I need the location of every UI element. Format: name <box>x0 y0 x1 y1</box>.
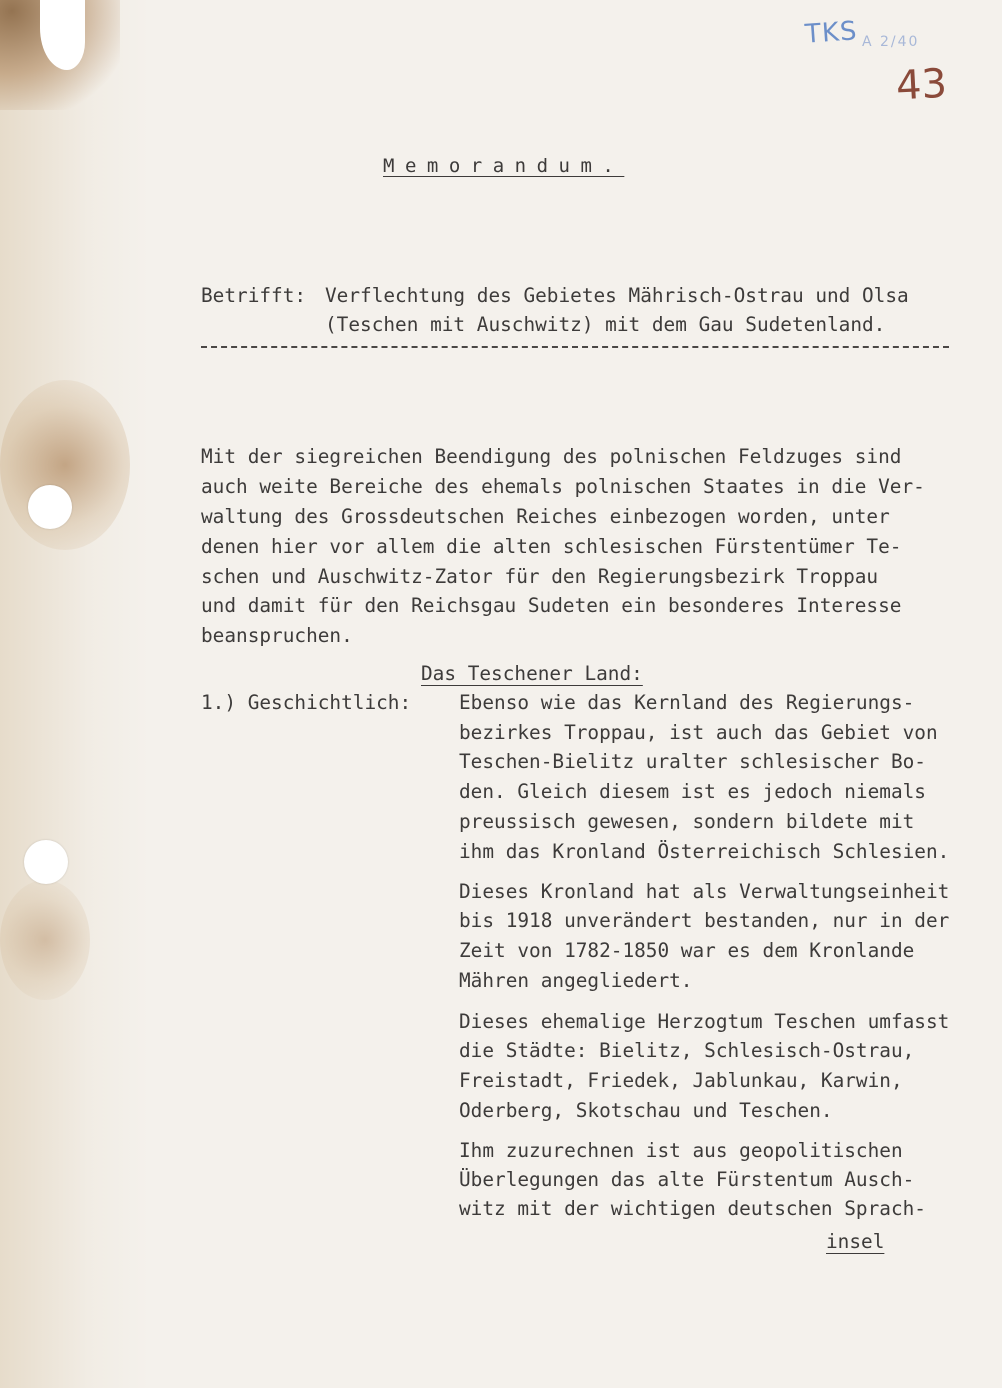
body-line: die Städte: Bielitz, Schlesisch-Ostrau, <box>459 1039 915 1062</box>
stain-blot <box>0 380 130 550</box>
body-line: witz mit der wichtigen deutschen Sprach- <box>459 1197 926 1220</box>
body-line: preussisch gewesen, sondern bildete mit <box>459 810 915 833</box>
subject-label: Betrifft: <box>201 284 307 307</box>
subject-line: Verflechtung des Gebietes Mährisch-Ostrau und Olsa <box>325 284 909 307</box>
body-line: den. Gleich diesem ist es jedoch niemals <box>459 780 926 803</box>
body-line: Teschen-Bielitz uralter schlesischer Bo- <box>459 750 926 773</box>
punch-hole <box>28 485 72 529</box>
subject-divider <box>201 346 949 348</box>
punch-hole <box>24 840 68 884</box>
body-line: Ihm zuzurechnen ist aus geopolitischen <box>459 1139 903 1162</box>
intro-line: und damit für den Reichsgau Sudeten ein besonderes Interesse <box>201 594 902 617</box>
intro-line: schen und Auschwitz-Zator für den Regierungsbezirk Troppau <box>201 565 879 588</box>
body-line: bis 1918 unverändert bestanden, nur in der <box>459 909 950 932</box>
body-line: Dieses ehemalige Herzogtum Teschen umfasst <box>459 1010 950 1033</box>
body-line: Zeit von 1782-1850 war es dem Kronlande <box>459 939 915 962</box>
catchword: insel <box>826 1230 885 1253</box>
intro-line: waltung des Grossdeutschen Reiches einbezogen worden, unter <box>201 505 890 528</box>
folio-number: 43 <box>894 60 949 110</box>
body-line: Überlegungen das alte Fürstentum Ausch- <box>459 1168 915 1191</box>
age-stain <box>0 0 150 1388</box>
archive-stamp: TKS <box>804 16 859 50</box>
intro-line: beanspruchen. <box>201 624 353 647</box>
body-line: Mähren angegliedert. <box>459 969 693 992</box>
body-line: Dieses Kronland hat als Verwaltungseinheit <box>459 880 950 903</box>
section-label: 1.) Geschichtlich: <box>201 691 412 714</box>
section-heading: Das Teschener Land: <box>421 662 643 685</box>
page-title: Memorandum. <box>383 155 625 177</box>
body-line: Ebenso wie das Kernland des Regierungs- <box>459 691 915 714</box>
archive-stamp-number: A 2/40 <box>862 34 920 50</box>
stain-blot <box>0 880 90 1000</box>
subject-line: (Teschen mit Auschwitz) mit dem Gau Sudetenland. <box>325 313 886 336</box>
body-line: Freistadt, Friedek, Jablunkau, Karwin, <box>459 1069 903 1092</box>
body-line: Oderberg, Skotschau und Teschen. <box>459 1099 833 1122</box>
intro-line: auch weite Bereiche des ehemals polnischen Staates in die Ver- <box>201 475 925 498</box>
intro-line: Mit der siegreichen Beendigung des polnischen Feldzuges sind <box>201 445 902 468</box>
body-line: bezirkes Troppau, ist auch das Gebiet von <box>459 721 938 744</box>
intro-line: denen hier vor allem die alten schlesischen Fürstentümer Te- <box>201 535 902 558</box>
body-line: ihm das Kronland Österreichisch Schlesien. <box>459 840 950 863</box>
